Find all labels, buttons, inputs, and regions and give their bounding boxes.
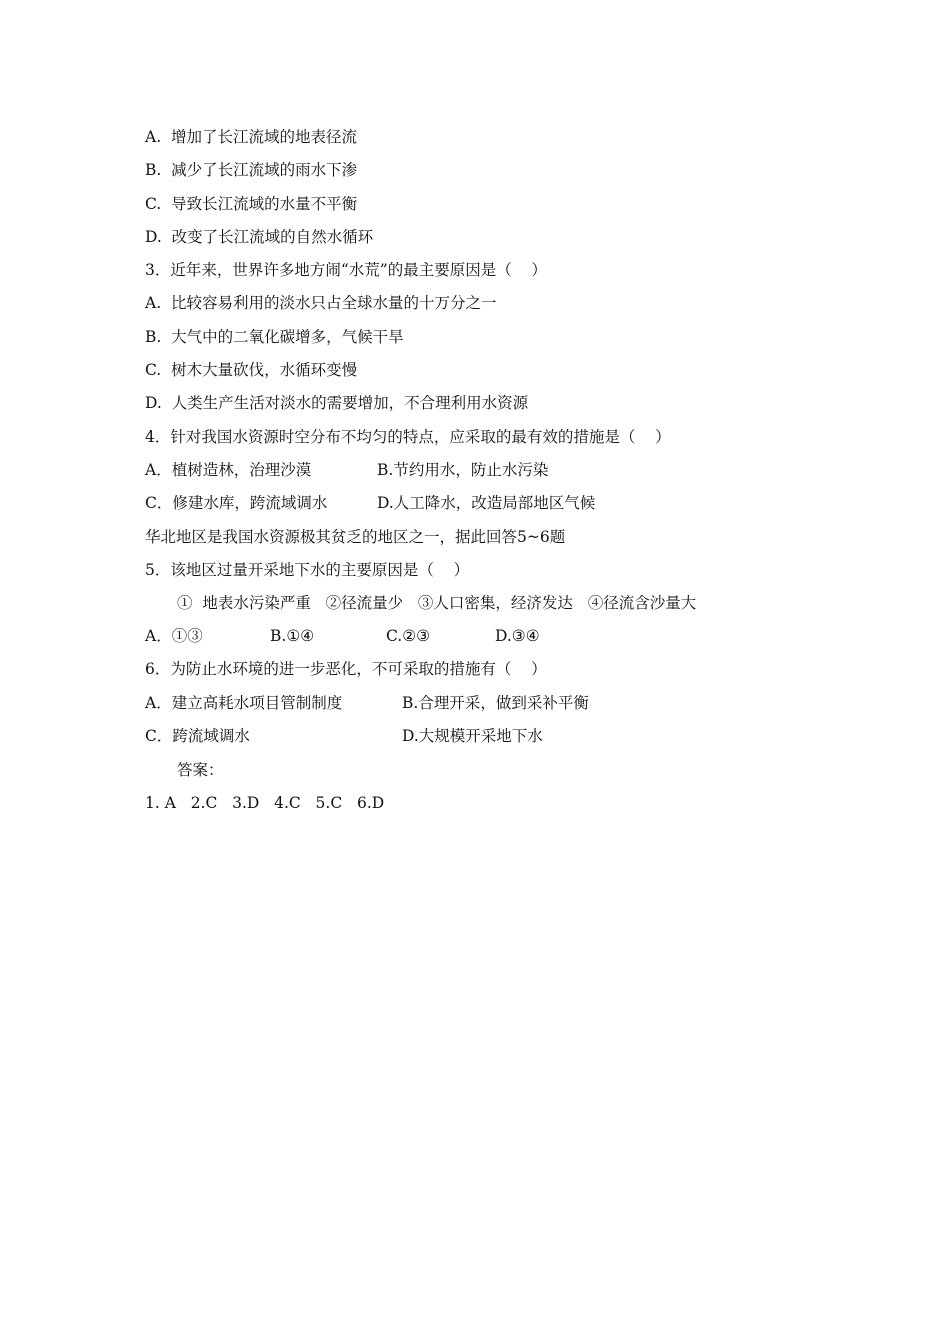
q4-option-c: C．修建水库，跨流域调水 bbox=[145, 494, 328, 512]
q2-option-c: C. 导致长江流域的水量不平衡 bbox=[145, 195, 358, 213]
q5-option-a: A．①③ bbox=[145, 627, 203, 645]
q2-option-b: B. 减少了长江流域的雨水下渗 bbox=[145, 161, 358, 179]
q3-option-c: C. 树木大量砍伐，水循环变慢 bbox=[145, 361, 358, 379]
q5-statements: ① 地表水污染严重 ②径流量少 ③人口密集，经济发达 ④径流含沙量大 bbox=[177, 594, 697, 612]
q6-option-c: C．跨流域调水 bbox=[145, 727, 250, 745]
q5-option-d: D.③④ bbox=[495, 627, 540, 645]
q6-option-b: B.合理开采，做到采补平衡 bbox=[402, 694, 589, 712]
q6-stem: 6．为防止水环境的进一步恶化，不可采取的措施有（ ） bbox=[145, 660, 547, 678]
q5-option-c: C.②③ bbox=[386, 627, 431, 645]
q3-option-a: A. 比较容易利用的淡水只占全球水量的十万分之一 bbox=[145, 294, 497, 312]
q4-option-a: A．植树造林，治理沙漠 bbox=[145, 461, 312, 479]
q5-option-b: B.①④ bbox=[270, 627, 315, 645]
q3-stem: 3．近年来，世界许多地方闹“水荒”的最主要原因是（ ） bbox=[145, 261, 547, 279]
q4-stem: 4．针对我国水资源时空分布不均匀的特点，应采取的最有效的措施是（ ） bbox=[145, 428, 671, 446]
q3-option-d: D. 人类生产生活对淡水的需要增加，不合理利用水资源 bbox=[145, 394, 529, 412]
context-text: 华北地区是我国水资源极其贫乏的地区之一，据此回答5~6题 bbox=[145, 528, 566, 546]
answers-heading: 答案： bbox=[177, 761, 224, 779]
q2-option-d: D. 改变了长江流域的自然水循环 bbox=[145, 228, 374, 246]
q4-option-b: B.节约用水，防止水污染 bbox=[377, 461, 549, 479]
q6-option-d: D.大规模开采地下水 bbox=[402, 727, 543, 745]
q6-option-a: A．建立高耗水项目管制制度 bbox=[145, 694, 343, 712]
q3-option-b: B. 大气中的二氧化碳增多，气候干旱 bbox=[145, 328, 404, 346]
q5-stem: 5．该地区过量开采地下水的主要原因是（ ） bbox=[145, 561, 470, 579]
q2-option-a: A. 增加了长江流域的地表径流 bbox=[145, 128, 357, 146]
answers-list: 1. A 2.C 3.D 4.C 5.C 6.D bbox=[145, 794, 385, 812]
q4-option-d: D.人工降水，改造局部地区气候 bbox=[377, 494, 596, 512]
